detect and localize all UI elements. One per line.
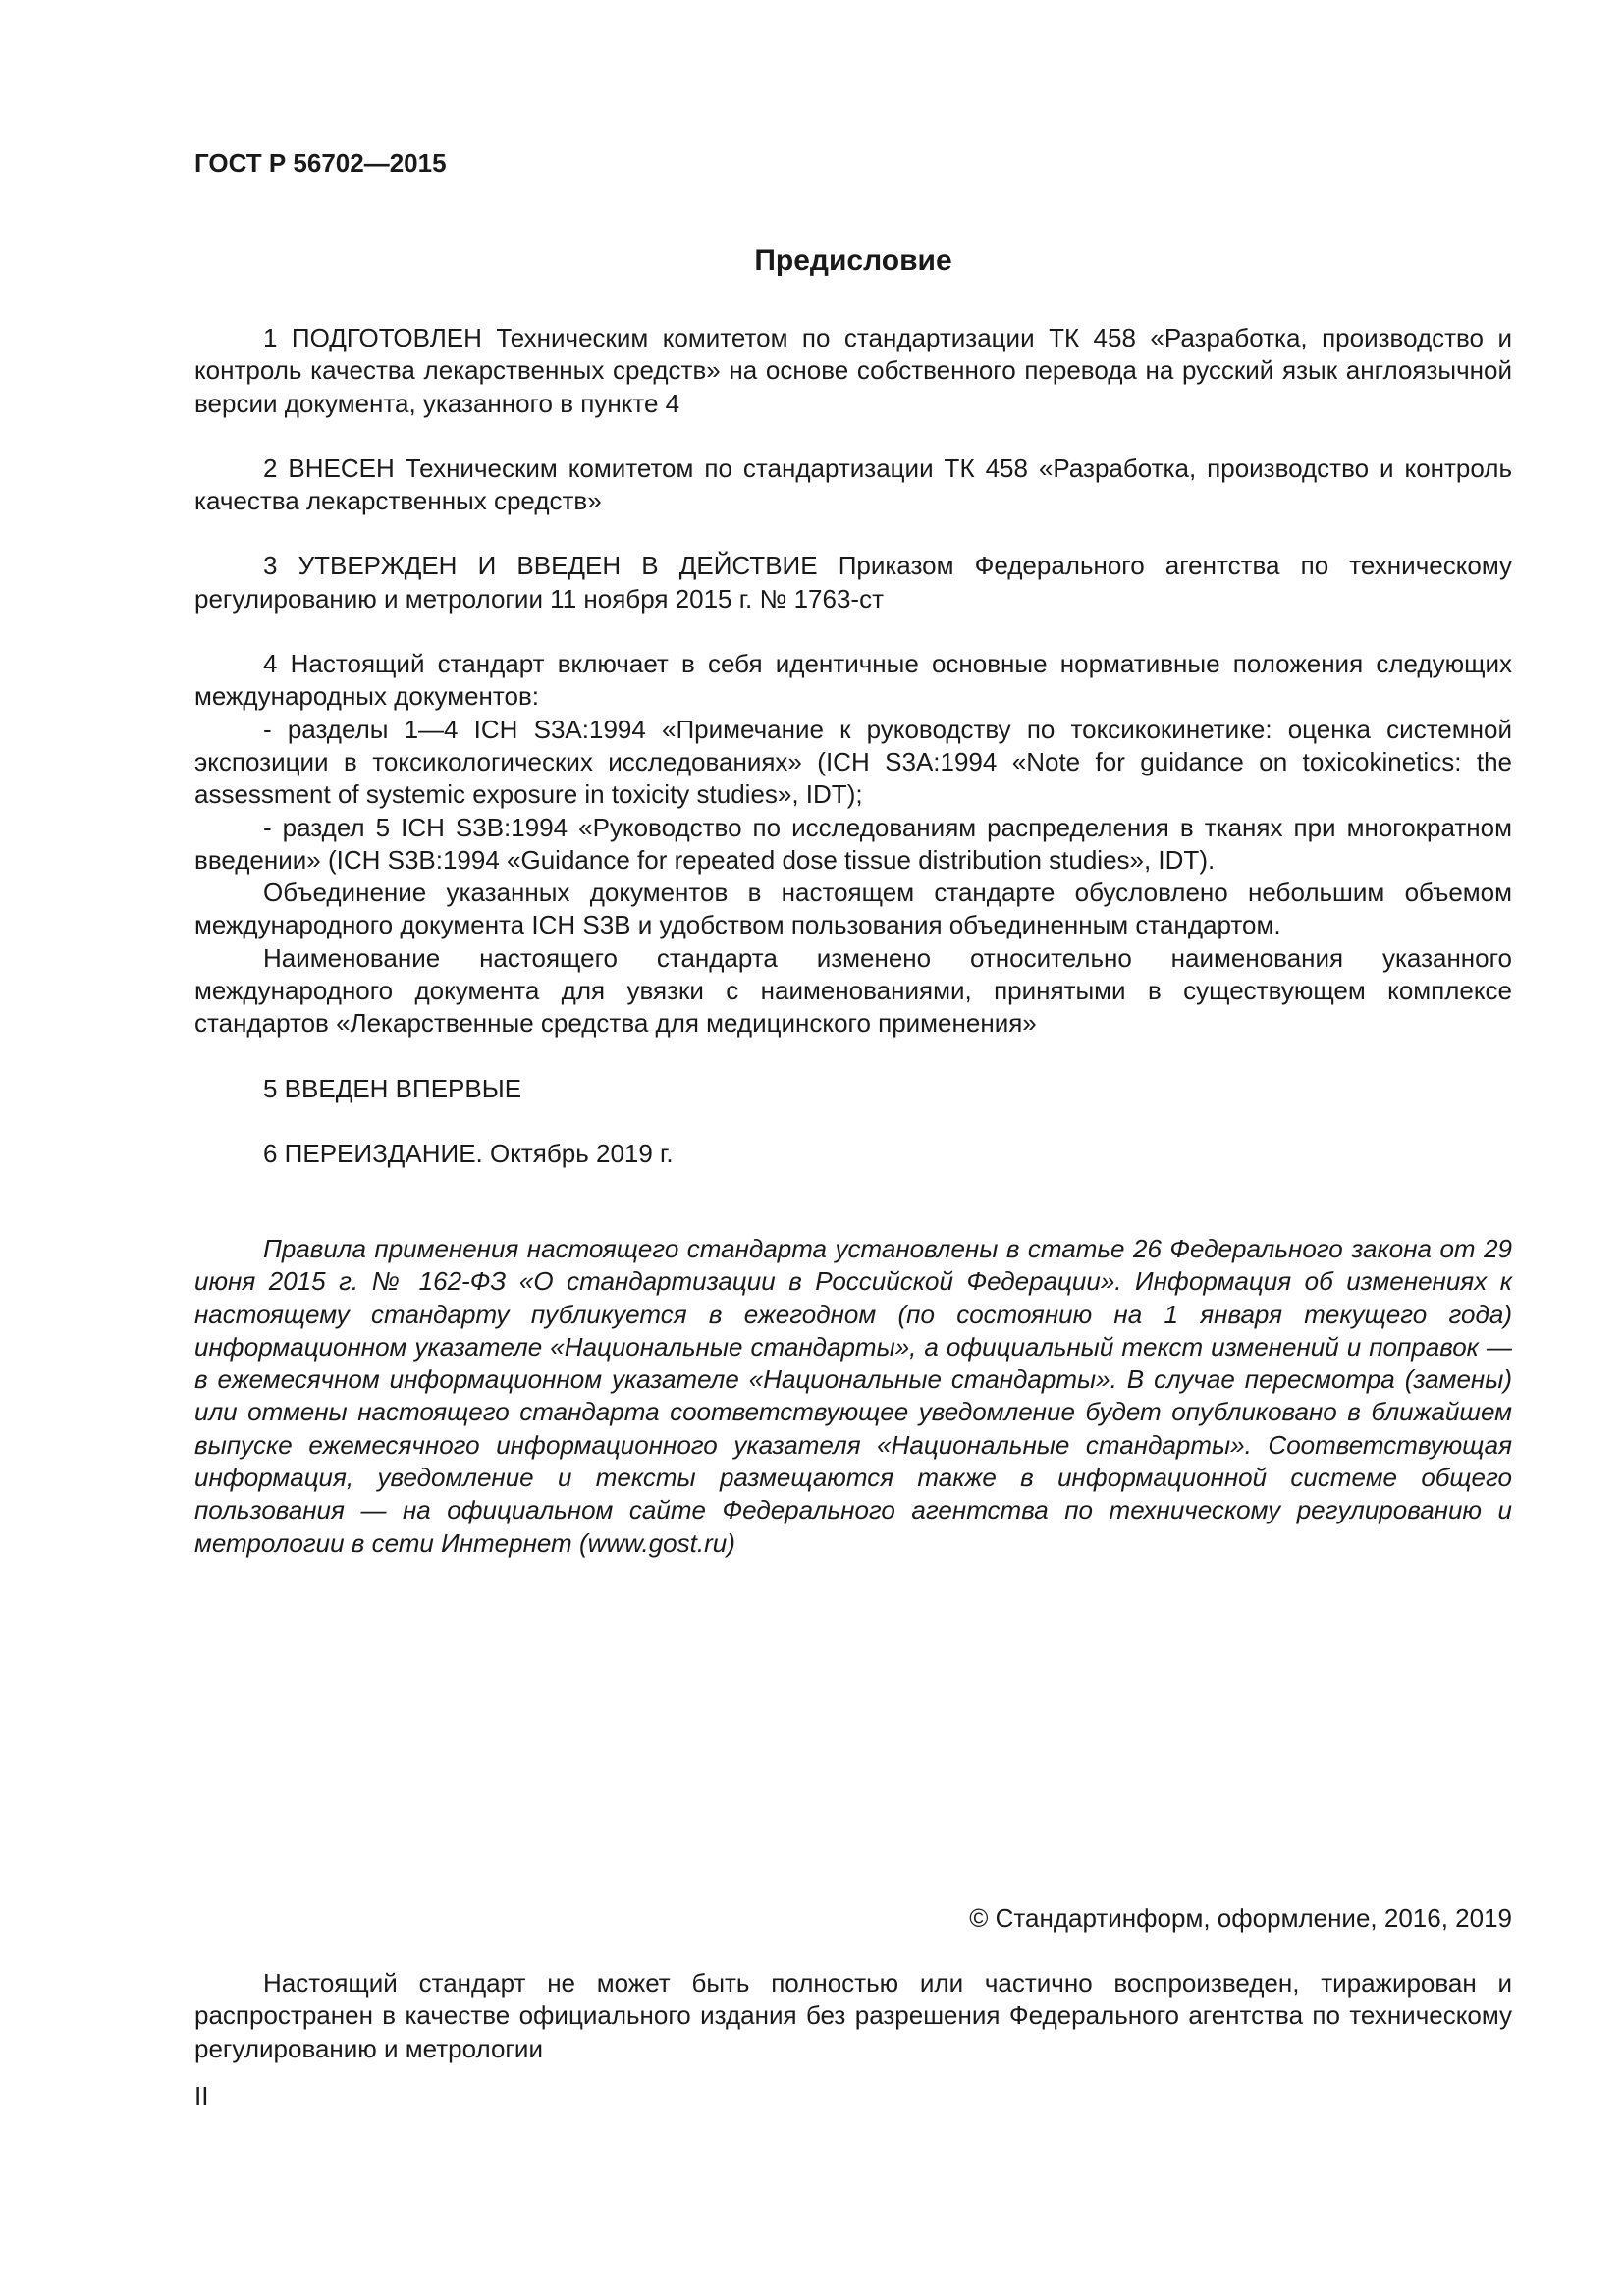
reproduction-note xyxy=(194,1967,1512,2065)
item-6-paragraph: 6 ПЕРЕИЗДАНИЕ. Октябрь 2019 г. xyxy=(263,1138,674,1168)
item-4-intro: 4 Настоящий стандарт включает в себя идентичные основные нормативные положения следующих международных документов: xyxy=(194,649,1512,712)
item-4-sub-1: - разделы 1—4 ICH S3A:1994 «Примечание к руководству по токсикокинетике: оценка системной экспозиции в токсикологических исследованиях» (ICH S3A:1994 «Note for guidance on toxicokinetics: the assessment of systemic exposure in toxicity studies», IDT); xyxy=(194,714,1512,810)
item-4-para-1: Объединение указанных документов в настоящем стандарте обусловлено небольшим объемом международного документа ICH S3B и удобством пользования объединенным стандартом. xyxy=(194,878,1512,940)
application-rules-note xyxy=(194,1233,1512,1560)
item-1-paragraph: 1 ПОДГОТОВЛЕН Техническим комитетом по стандартизации ТК 458 «Разработка, производство и контроль качества лекарственных средств» на основе собственного перевода на русский язык англоязычной версии документа, указанного в пункте 4 xyxy=(194,323,1512,418)
item-4-section xyxy=(194,648,1512,1041)
item-4-para-2: Наименование настоящего стандарта изменено относительно наименования указанного международного документа для увязки с наименованиями, принятыми в существующем комплексе стандартов «Лекарственные средства для медицинского применения» xyxy=(194,942,1512,1039)
document-code: ГОСТ Р 56702—2015 xyxy=(194,148,447,178)
main-content xyxy=(194,147,1512,1170)
copyright-line: © Стандартинформ, оформление, 2016, 2019 xyxy=(969,1903,1512,1933)
item-4-sub-2: - раздел 5 ICH S3B:1994 «Руководство по исследованиям распределения в тканях при многократном введении» (ICH S3B:1994 «Guidance for repeated dose tissue distribution studies», IDT). xyxy=(194,812,1512,875)
application-rules-text: Правила применения настоящего стандарта установлены в статье 26 Федерального закона от 29 июня 2015 г. № 162-ФЗ «О стандартизации в Российской Федерации». Информация об изменениях к настоящему стандарту публикуется в ежегодном (по состоянию на 1 января текущего года) информационном указателе «Национальные стандарты», а официальный текст изменений и поправок — в ежемесячном информационном указателе «Национальные стандарты». В случае пересмотра (замены) или отмены настоящего стандарта соответствующее уведомление будет опубликовано в ближайшем выпуске ежемесячного информационного указателя «Национальные стандарты». Соответствующая информация, уведомление и тексты размещаются также в информационной системе общего пользования — на официальном сайте Федерального агентства по техническому регулированию и метрологии в сети Интернет (www.gost.ru) xyxy=(194,1234,1512,1558)
reproduction-note-text: Настоящий стандарт не может быть полностью или частично воспроизведен, тиражирован и распространен в качестве официального издания без разрешения Федерального агентства по техническому регулированию и метрологии xyxy=(194,1968,1512,2063)
item-3-paragraph: 3 УТВЕРЖДЕН И ВВЕДЕН В ДЕЙСТВИЕ Приказом Федерального агентства по техническому регулированию и метрологии 11 ноября 2015 г. № 1763-ст xyxy=(194,551,1512,614)
item-2-paragraph: 2 ВНЕСЕН Техническим комитетом по стандартизации ТК 458 «Разработка, производство и контроль качества лекарственных средств» xyxy=(194,453,1512,516)
page-title: Предисловие xyxy=(754,244,952,277)
item-5-paragraph: 5 ВВЕДЕН ВПЕРВЫЕ xyxy=(263,1073,522,1103)
page-number: II xyxy=(194,2081,209,2110)
